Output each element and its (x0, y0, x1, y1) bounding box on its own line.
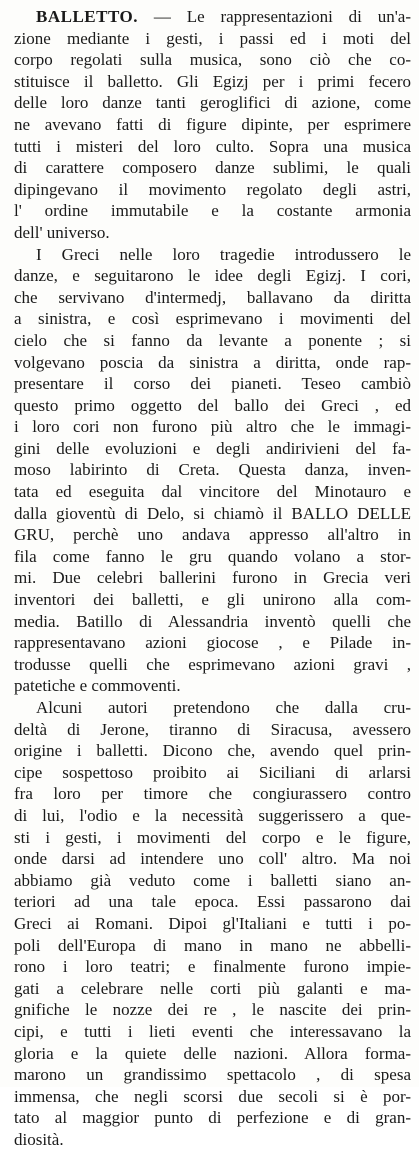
paragraph-line: marono un grandissimo spettacolo , di spesa (14, 1065, 411, 1085)
paragraph-line: corpo regolati sulla musica, sono ciò che co- (14, 50, 411, 70)
paragraph-line: tato al maggior punto di perfezione e di gran- (14, 1108, 411, 1128)
paragraph-line: danze, e seguitarono le idee degli Egizj. I cori, (14, 266, 411, 286)
paragraph-line: mi. Due celebri ballerini furono in Grecia veri (14, 568, 411, 588)
paragraph-line: sti i gesti, i movimenti del corpo e le figure, (14, 827, 411, 847)
paragraph-line: gini delle evoluzioni e degli andirivieni del fa- (14, 438, 411, 458)
paragraph-line: l' ordine immutabile e la costante armonia (14, 201, 411, 221)
paragraph-line: che servivano d'intermedj, ballavano da diritta (14, 287, 411, 307)
paragraph-2 (14, 244, 411, 697)
paragraph-line: teriori ad una tale epoca. Essi passarono dai (14, 892, 411, 912)
paragraph-line: zione mediante i gesti, i passi ed i moti del (14, 28, 411, 48)
paragraph-line: stituisce il balletto. Gli Egizj per i primi fecero (14, 71, 411, 91)
paragraph-line: onde darsi ad intendere uno coll' altro. Ma noi (14, 849, 411, 869)
paragraph-line: patetiche e commoventi. (14, 676, 181, 696)
paragraph-line: tata ed eseguita dal vincitore del Minotauro e (14, 482, 411, 502)
paragraph-line: cipe sospettoso proibito ai Siciliani di arlarsi (14, 762, 411, 782)
article-title: BALLETTO. (36, 7, 138, 26)
paragraph-line: trodusse quelli che esprimevano azioni gravi , (14, 654, 411, 674)
paragraph-line: tutti i misteri del loro culto. Sopra una musica (14, 136, 411, 156)
article-column (14, 6, 411, 1150)
paragraph-line: fila come fanno le gru quando volano a stor- (14, 546, 411, 566)
paragraph-line: moso labirinto di Creta. Questa danza, inven- (14, 460, 411, 480)
paragraph-line: rappresentavano azioni giocose , e Pilade in- (14, 633, 411, 653)
paragraph-line: di lui, l'odio e la necessità suggerissero a que- (14, 805, 411, 825)
paragraph-line: poli dell'Europa di mano in mano ne abbelli- (14, 935, 411, 955)
paragraph-3 (14, 697, 411, 1150)
paragraph-line: fra loro per timore che congiurassero contro (14, 784, 411, 804)
paragraph-line: dell' universo. (14, 222, 110, 242)
paragraph-line: Greci ai Romani. Dipoi gl'Italiani e tutti i po- (14, 913, 411, 933)
paragraph-1-line-1 (14, 6, 411, 28)
paragraph-line: a sinistra, e così esprimevano i movimenti del (14, 309, 411, 329)
paragraph-line: ne avevano fatti di figure dipinte, per esprimere (14, 114, 411, 134)
paragraph-line: immensa, che negli scorsi due secoli si è por- (14, 1086, 411, 1106)
paragraph-1 (14, 6, 411, 244)
paragraph-line: deltà di Jerone, tiranno di Siracusa, avessero (14, 719, 411, 739)
paragraph-line: I Greci nelle loro tragedie introdussero le (36, 244, 411, 264)
paragraph-line: dalla gioventù di Delo, si chiamò il BALLO DELLE (14, 503, 411, 523)
paragraph-line: di carattere composero danze sublimi, le quali (14, 158, 411, 178)
paragraph-line: gnifiche le nozze dei re , le nascite dei prin- (14, 1000, 411, 1020)
paragraph-line: Alcuni autori pretendono che dalla cru- (36, 698, 411, 717)
paragraph-line: media. Batillo di Alessandria inventò quelli che (14, 611, 411, 631)
paragraph-line: volgevano poscia da sinistra a diritta, onde rap- (14, 352, 411, 372)
paragraph-line: — Le rappresentazioni di un'a- (153, 7, 411, 26)
paragraph-line: GRU, perchè uno andava appresso all'altro in (14, 525, 411, 545)
paragraph-line: rono i loro teatri; e finalmente furono impie- (14, 957, 411, 977)
paragraph-line: delle loro danze tanti geroglifici di azione, come (14, 93, 411, 113)
paragraph-line: dipingevano il movimento regolato degli astri, (14, 179, 411, 199)
paragraph-line: gloria e la quiete delle nazioni. Allora forma- (14, 1043, 411, 1063)
paragraph-line: abbiamo già veduto come i balletti siano an- (14, 870, 411, 890)
paragraph-line: cielo che si fanno da levante a ponente ; si (14, 330, 411, 350)
paragraph-line: presentare il corso dei pianeti. Teseo cambiò (14, 374, 411, 394)
paragraph-line: questo primo oggetto del ballo dei Greci , ed (14, 395, 411, 415)
paragraph-line: origine i balletti. Dicono che, avendo quel prin- (14, 741, 411, 761)
paragraph-line: gati a celebrare nelle corti più galanti e ma- (14, 978, 411, 998)
paragraph-line: i loro cori non furono più altro che le immagi- (14, 417, 411, 437)
paragraph-line: cipi, e tutti i lieti eventi che interessavano la (14, 1021, 411, 1041)
paragraph-line: inventori dei balletti, e gli unirono alla com- (14, 590, 411, 610)
paragraph-line: diosità. (14, 1129, 64, 1149)
